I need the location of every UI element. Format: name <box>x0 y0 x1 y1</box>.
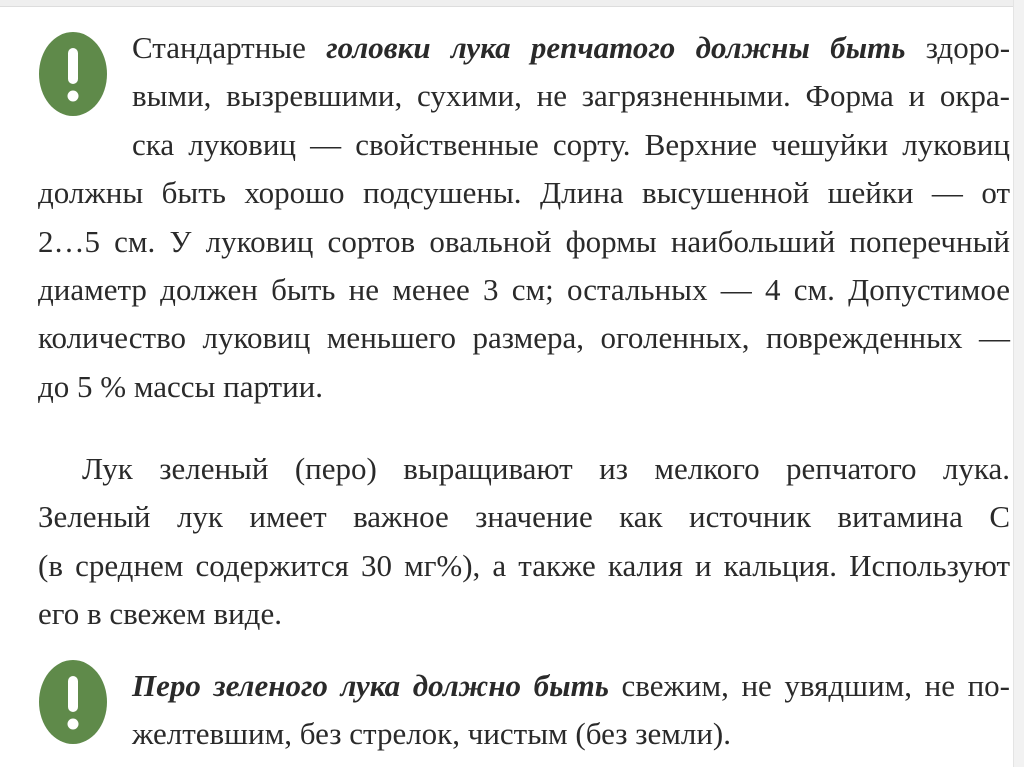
text-line: количество луковиц меньшего размера, оголенных, поврежденных — <box>38 320 1010 356</box>
top-divider <box>0 0 1024 7</box>
text-line: ска луковиц — свойственные сорту. Верхние чешуйки луковиц <box>132 126 1010 162</box>
text-line: (в среднем содержится 30 мг%), а также калия и кальция. Используют <box>38 547 1010 583</box>
text-line: 2…5 см. У луковиц сортов овальной формы наибольший поперечный <box>38 223 1010 259</box>
text-line: его в свежем виде. <box>38 596 282 632</box>
text-line <box>38 662 1010 710</box>
emphasis-text: головки лука репчатого должны быть <box>326 30 906 65</box>
paragraph-green-onion-standards <box>38 662 1010 759</box>
text-fragment: здоро- <box>905 30 1011 65</box>
text-line: диаметр должен быть не менее 3 см; остальных — 4 см. Допустимое <box>38 272 1010 308</box>
text-line: до 5 % массы партии. <box>38 368 324 404</box>
text-line: выми, вызревшими, сухими, не загрязненными. Форма и окра- <box>132 78 1010 114</box>
text-fragment: Стандартные <box>132 30 327 65</box>
right-edge-strip <box>1013 0 1024 767</box>
text-line: Зеленый лук имеет важное значение как источник витамина С <box>38 499 1010 535</box>
text-line: Лук зеленый (перо) выращивают из мелкого репчатого лука. <box>82 451 1010 486</box>
text-line: должны быть хорошо подсушены. Длина высушенной шейки — от <box>38 175 1010 211</box>
text-line: желтевшим, без стрелок, чистым (без земли). <box>132 716 731 752</box>
emphasis-text: Перо зеленого лука должно быть <box>132 668 609 703</box>
paragraph-green-onion <box>38 445 1010 639</box>
text-line <box>38 24 1010 72</box>
text-fragment: свежим, не увядшим, не по- <box>608 668 1010 703</box>
paragraph-onion-bulb-standards <box>38 24 1010 411</box>
